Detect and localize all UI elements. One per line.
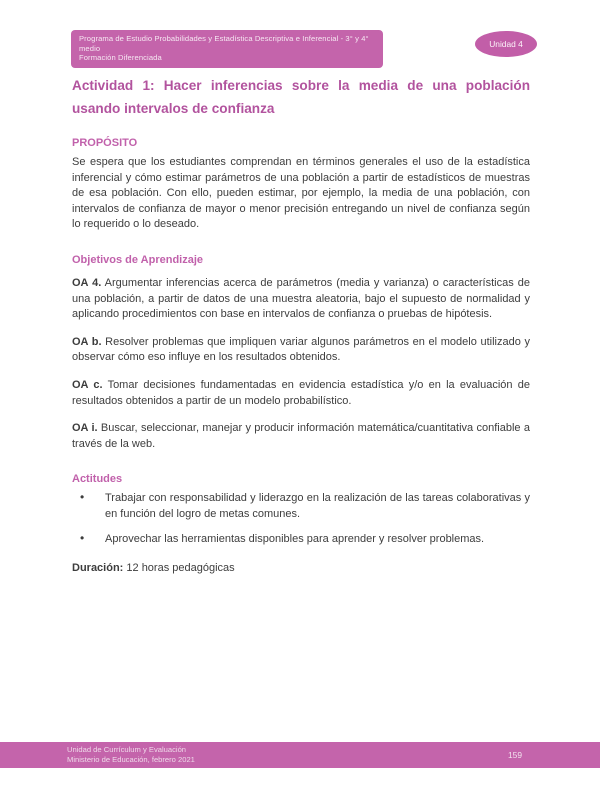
oa-item-text: Resolver problemas que impliquen variar algunos parámetros en el modelo utilizado y observar cómo eso influye en los resultados obtenidos. [72, 335, 530, 364]
unit-badge: Unidad 4 [475, 31, 537, 57]
oa-item [72, 335, 530, 366]
actitudes-heading: Actitudes [72, 473, 123, 486]
oa-item [72, 378, 530, 409]
oa-item-text: Tomar decisiones fundamentadas en evidencia estadística y/o en la evaluación de resultados obtenidos a partir de un modelo probabilístico. [72, 378, 530, 407]
page-footer [0, 742, 600, 768]
program-title-line1: Programa de Estudio Probabilidades y Estadística Descriptiva e Inferencial - 3° y 4° medio [79, 34, 369, 53]
actitudes-list-item: • Trabajar con responsabilidad y liderazgo en la realización de las tareas colaborativas y en función del logro de metas comunes. [72, 491, 530, 521]
duration-line [72, 561, 530, 577]
program-title-line2: Formación Diferenciada [79, 53, 162, 63]
page-number: 159 [508, 750, 522, 760]
page-header [71, 30, 537, 68]
oa-item-text: Argumentar inferencias acerca de parámetros (media y varianza) o características de una población, a partir de datos de una muestra aleatoria, bajo el supuesto de normalidad y aplicando procedimientos con base en intervalos de confianza o pruebas de hipótesis. [72, 276, 530, 321]
oa-item-text: Buscar, seleccionar, manejar y producir información matemática/cuantitativa confiable a través de la web. [72, 422, 530, 450]
main-content [72, 74, 530, 577]
activity-title: Actividad 1: Hacer inferencias sobre la media de una población usando intervalos de confianza [72, 78, 530, 116]
oa-item-label: OA 4. [72, 276, 102, 289]
footer-line1: Unidad de Currículum y Evaluación [67, 745, 187, 754]
oa-item [72, 276, 530, 323]
duration-value: 12 horas pedagógicas [123, 561, 235, 574]
oa-item-label: OA c. [72, 378, 103, 391]
actitudes-list-item: • Aprovechar las herramientas disponibles para aprender y resolver problemas. [72, 532, 530, 547]
objetivos-heading: Objetivos de Aprendizaje [72, 253, 204, 266]
duration-label: Duración: [72, 561, 124, 574]
oa-item-label: OA i. [72, 422, 98, 435]
oa-item [72, 421, 530, 452]
oa-item-label: OA b. [72, 335, 102, 348]
proposito-paragraph: Se espera que los estudiantes comprendan en términos generales el uso de la estadística inferencial y cómo estimar parámetros de una población a partir de estadísticos de muestras de esa población. Con ello, pueden estimar, por ejemplo, la media de una población, con intervalos de confianza de mayor o menor precisión entregando un nivel de confianza según lo requerido o lo deseado. [72, 156, 530, 231]
actitudes-list [72, 491, 530, 547]
footer-institution [67, 745, 195, 765]
footer-line2: Ministerio de Educación, febrero 2021 [67, 755, 195, 764]
program-title-banner [71, 30, 383, 68]
proposito-heading: PROPÓSITO [72, 137, 138, 149]
